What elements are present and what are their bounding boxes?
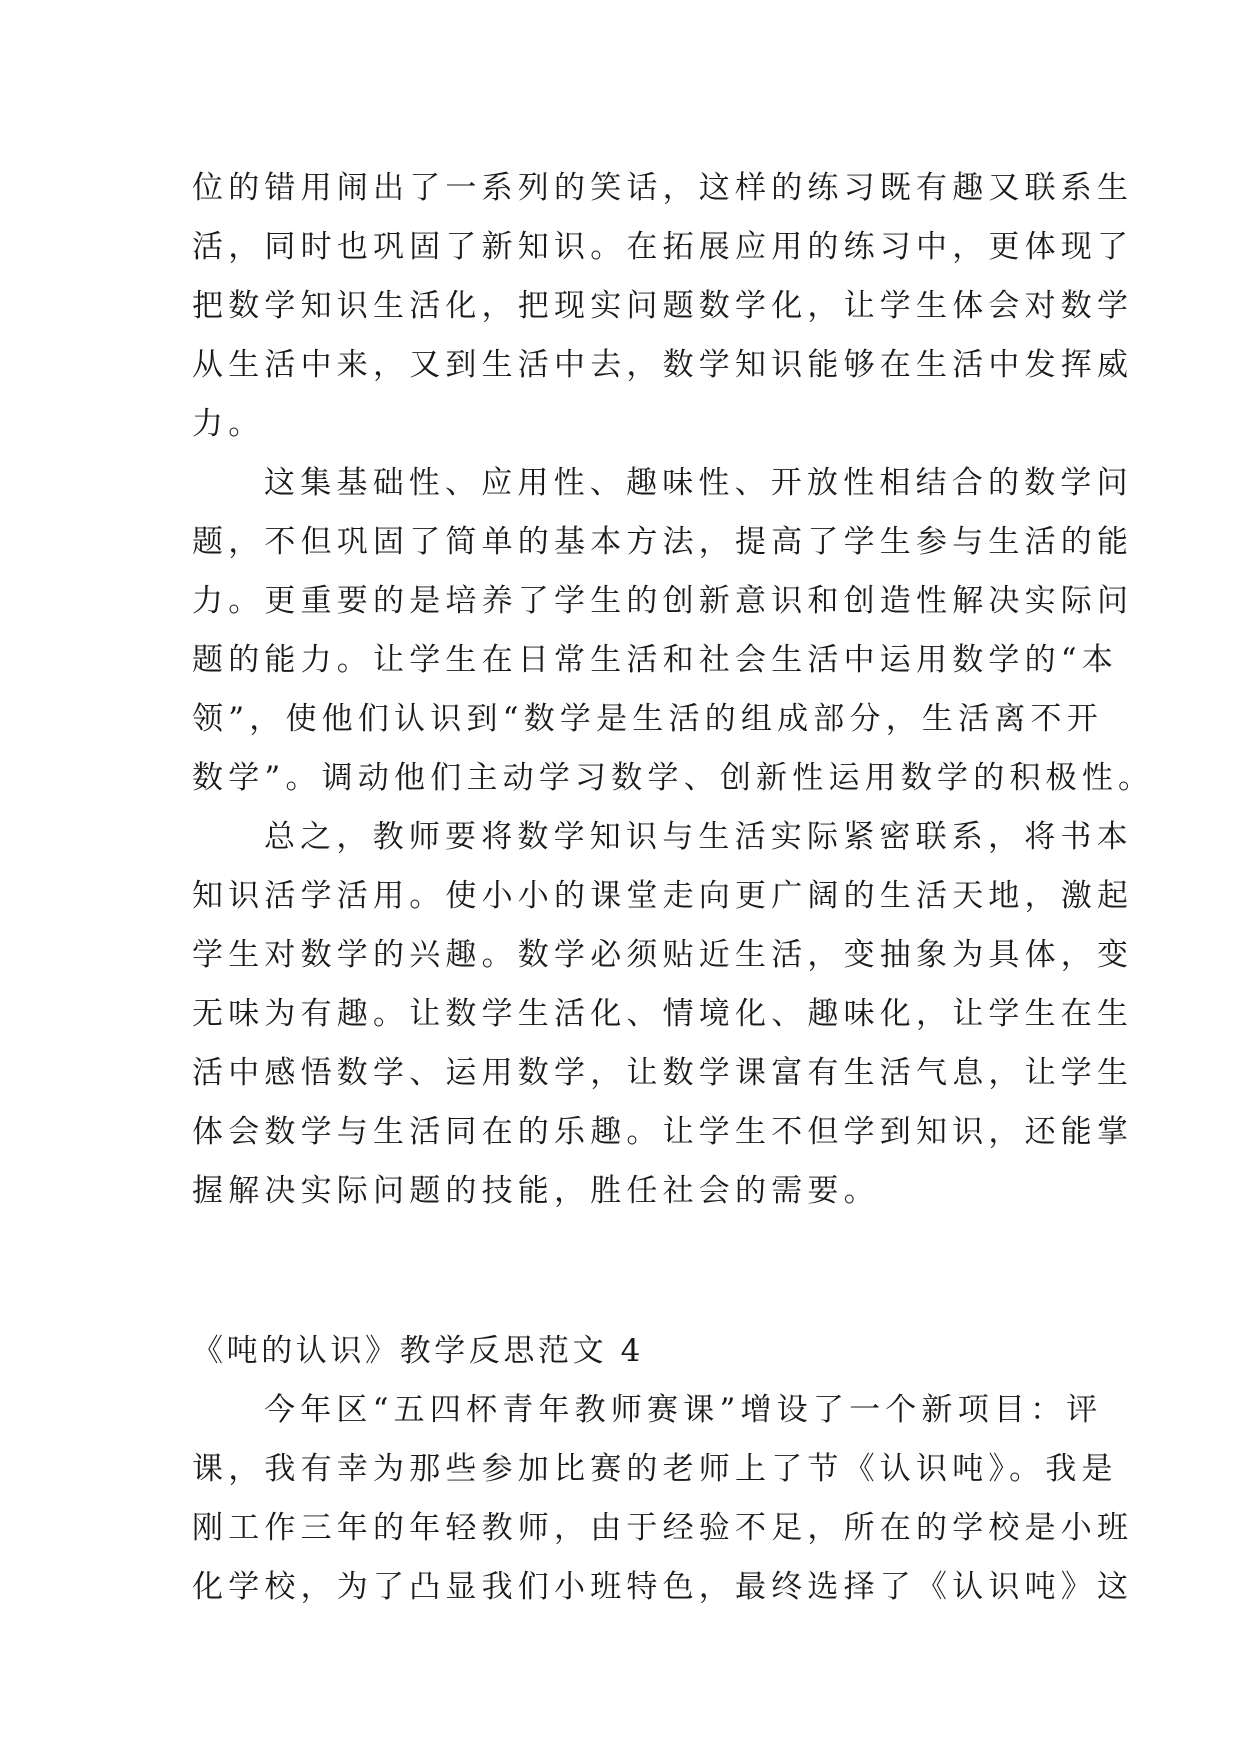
paragraph-line: 力。	[192, 406, 265, 442]
document-body	[192, 159, 1155, 1617]
paragraph-line: 这集基础性、应用性、趣味性、开放性相结合的数学问	[264, 465, 1133, 501]
section-gap	[192, 1221, 1072, 1322]
paragraph-line: 活中感悟数学、运用数学，让数学课富有生活气息，让学生	[192, 1055, 1134, 1091]
paragraph-line: 握解决实际问题的技能，胜任社会的需要。	[192, 1173, 880, 1209]
paragraph-line: 化学校，为了凸显我们小班特色，最终选择了《认识吨》这	[192, 1569, 1134, 1605]
paragraph-line: 题的能力。让学生在日常生活和社会生活中运用数学的“本	[192, 642, 1119, 678]
paragraph-line: 位的错用闹出了一系列的笑话，这样的练习既有趣又联系生	[192, 170, 1134, 206]
paragraph-line: 课，我有幸为那些参加比赛的老师上了节《认识吨》。我是	[192, 1451, 1118, 1487]
paragraph-line: 学生对数学的兴趣。数学必须贴近生活，变抽象为具体，变	[192, 937, 1134, 973]
paragraph-line: 题，不但巩固了简单的基本方法，提高了学生参与生活的能	[192, 524, 1134, 560]
paragraph-line: 今年区“五四杯青年教师赛课”增设了一个新项目：评	[264, 1392, 1103, 1428]
paragraph-line: 总之，教师要将数学知识与生活实际紧密联系，将书本	[264, 819, 1133, 855]
paragraph-line: 无味为有趣。让数学生活化、情境化、趣味化，让学生在生	[192, 996, 1134, 1032]
section-heading: 《吨的认识》教学反思范文 4	[192, 1333, 644, 1369]
paragraph-line: 力。更重要的是培养了学生的创新意识和创造性解决实际问	[192, 583, 1134, 619]
paragraph-line: 活，同时也巩固了新知识。在拓展应用的练习中，更体现了	[192, 229, 1134, 265]
paragraph-line: 领”，使他们认识到“数学是生活的组成部分，生活离不开	[192, 701, 1103, 737]
paragraph-line: 数学”。调动他们主动学习数学、创新性运用数学的积极性。	[192, 760, 1155, 796]
paragraph-line: 把数学知识生活化，把现实问题数学化，让学生体会对数学	[192, 288, 1134, 324]
paragraph-line: 从生活中来，又到生活中去，数学知识能够在生活中发挥威	[192, 347, 1134, 383]
paragraph-line: 刚工作三年的年轻教师，由于经验不足，所在的学校是小班	[192, 1510, 1134, 1546]
paragraph-line: 知识活学活用。使小小的课堂走向更广阔的生活天地，激起	[192, 878, 1134, 914]
paragraph-line: 体会数学与生活同在的乐趣。让学生不但学到知识，还能掌	[192, 1114, 1134, 1150]
